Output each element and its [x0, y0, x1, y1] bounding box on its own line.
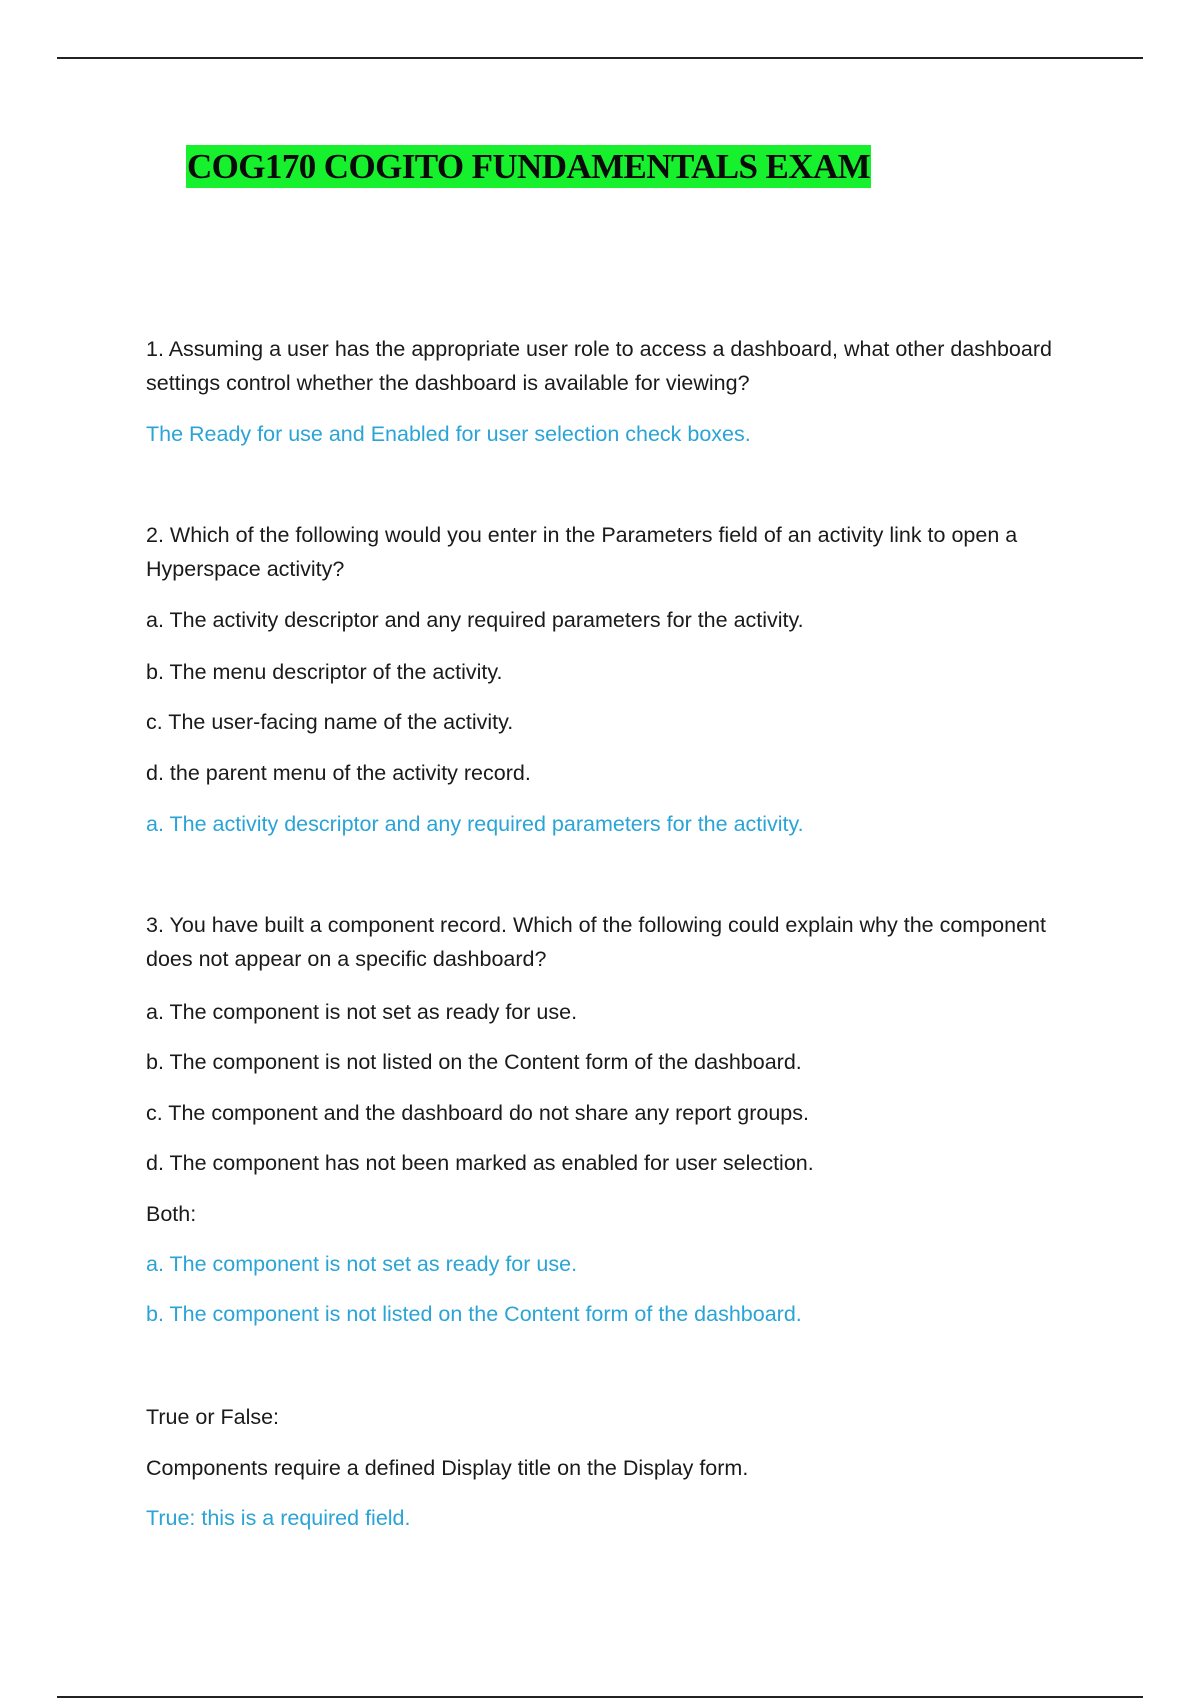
question-4-statement: Components require a defined Display title on the Display form. [146, 1456, 749, 1480]
page-title: COG170 COGITO FUNDAMENTALS EXAM [187, 147, 871, 186]
question-2-prompt: 2. Which of the following would you enter in the Parameters field of an activity link to open a Hyperspace activity? [146, 523, 1018, 581]
bottom-divider [57, 1696, 1143, 1698]
question-2-option-d: d. the parent menu of the activity record. [146, 761, 531, 785]
question-4-answer: True: this is a required field. [146, 1506, 411, 1530]
question-4-prompt: True or False: [146, 1405, 280, 1429]
question-2-option-a: a. The activity descriptor and any required parameters for the activity. [146, 608, 804, 632]
top-divider [57, 57, 1143, 59]
question-3-option-d: d. The component has not been marked as enabled for user selection. [146, 1151, 814, 1175]
question-3-option-b: b. The component is not listed on the Content form of the dashboard. [146, 1050, 802, 1074]
question-2-answer: a. The activity descriptor and any required parameters for the activity. [146, 812, 804, 836]
question-3-answer-b: b. The component is not listed on the Content form of the dashboard. [146, 1302, 802, 1326]
question-1-prompt: 1. Assuming a user has the appropriate user role to access a dashboard, what other dashboard settings control whether the dashboard is available for viewing? [146, 337, 1052, 395]
question-2-option-c: c. The user-facing name of the activity. [146, 710, 514, 734]
question-2-option-b: b. The menu descriptor of the activity. [146, 660, 503, 684]
question-3-option-a: a. The component is not set as ready for use. [146, 1000, 578, 1024]
question-3-both-label: Both: [146, 1202, 197, 1226]
question-3-option-c: c. The component and the dashboard do not share any report groups. [146, 1101, 809, 1125]
question-3-prompt: 3. You have built a component record. Which of the following could explain why the component does not appear on a specific dashboard? [146, 913, 1046, 971]
question-1-answer: The Ready for use and Enabled for user selection check boxes. [146, 422, 751, 446]
question-3-answer-a: a. The component is not set as ready for use. [146, 1252, 578, 1276]
